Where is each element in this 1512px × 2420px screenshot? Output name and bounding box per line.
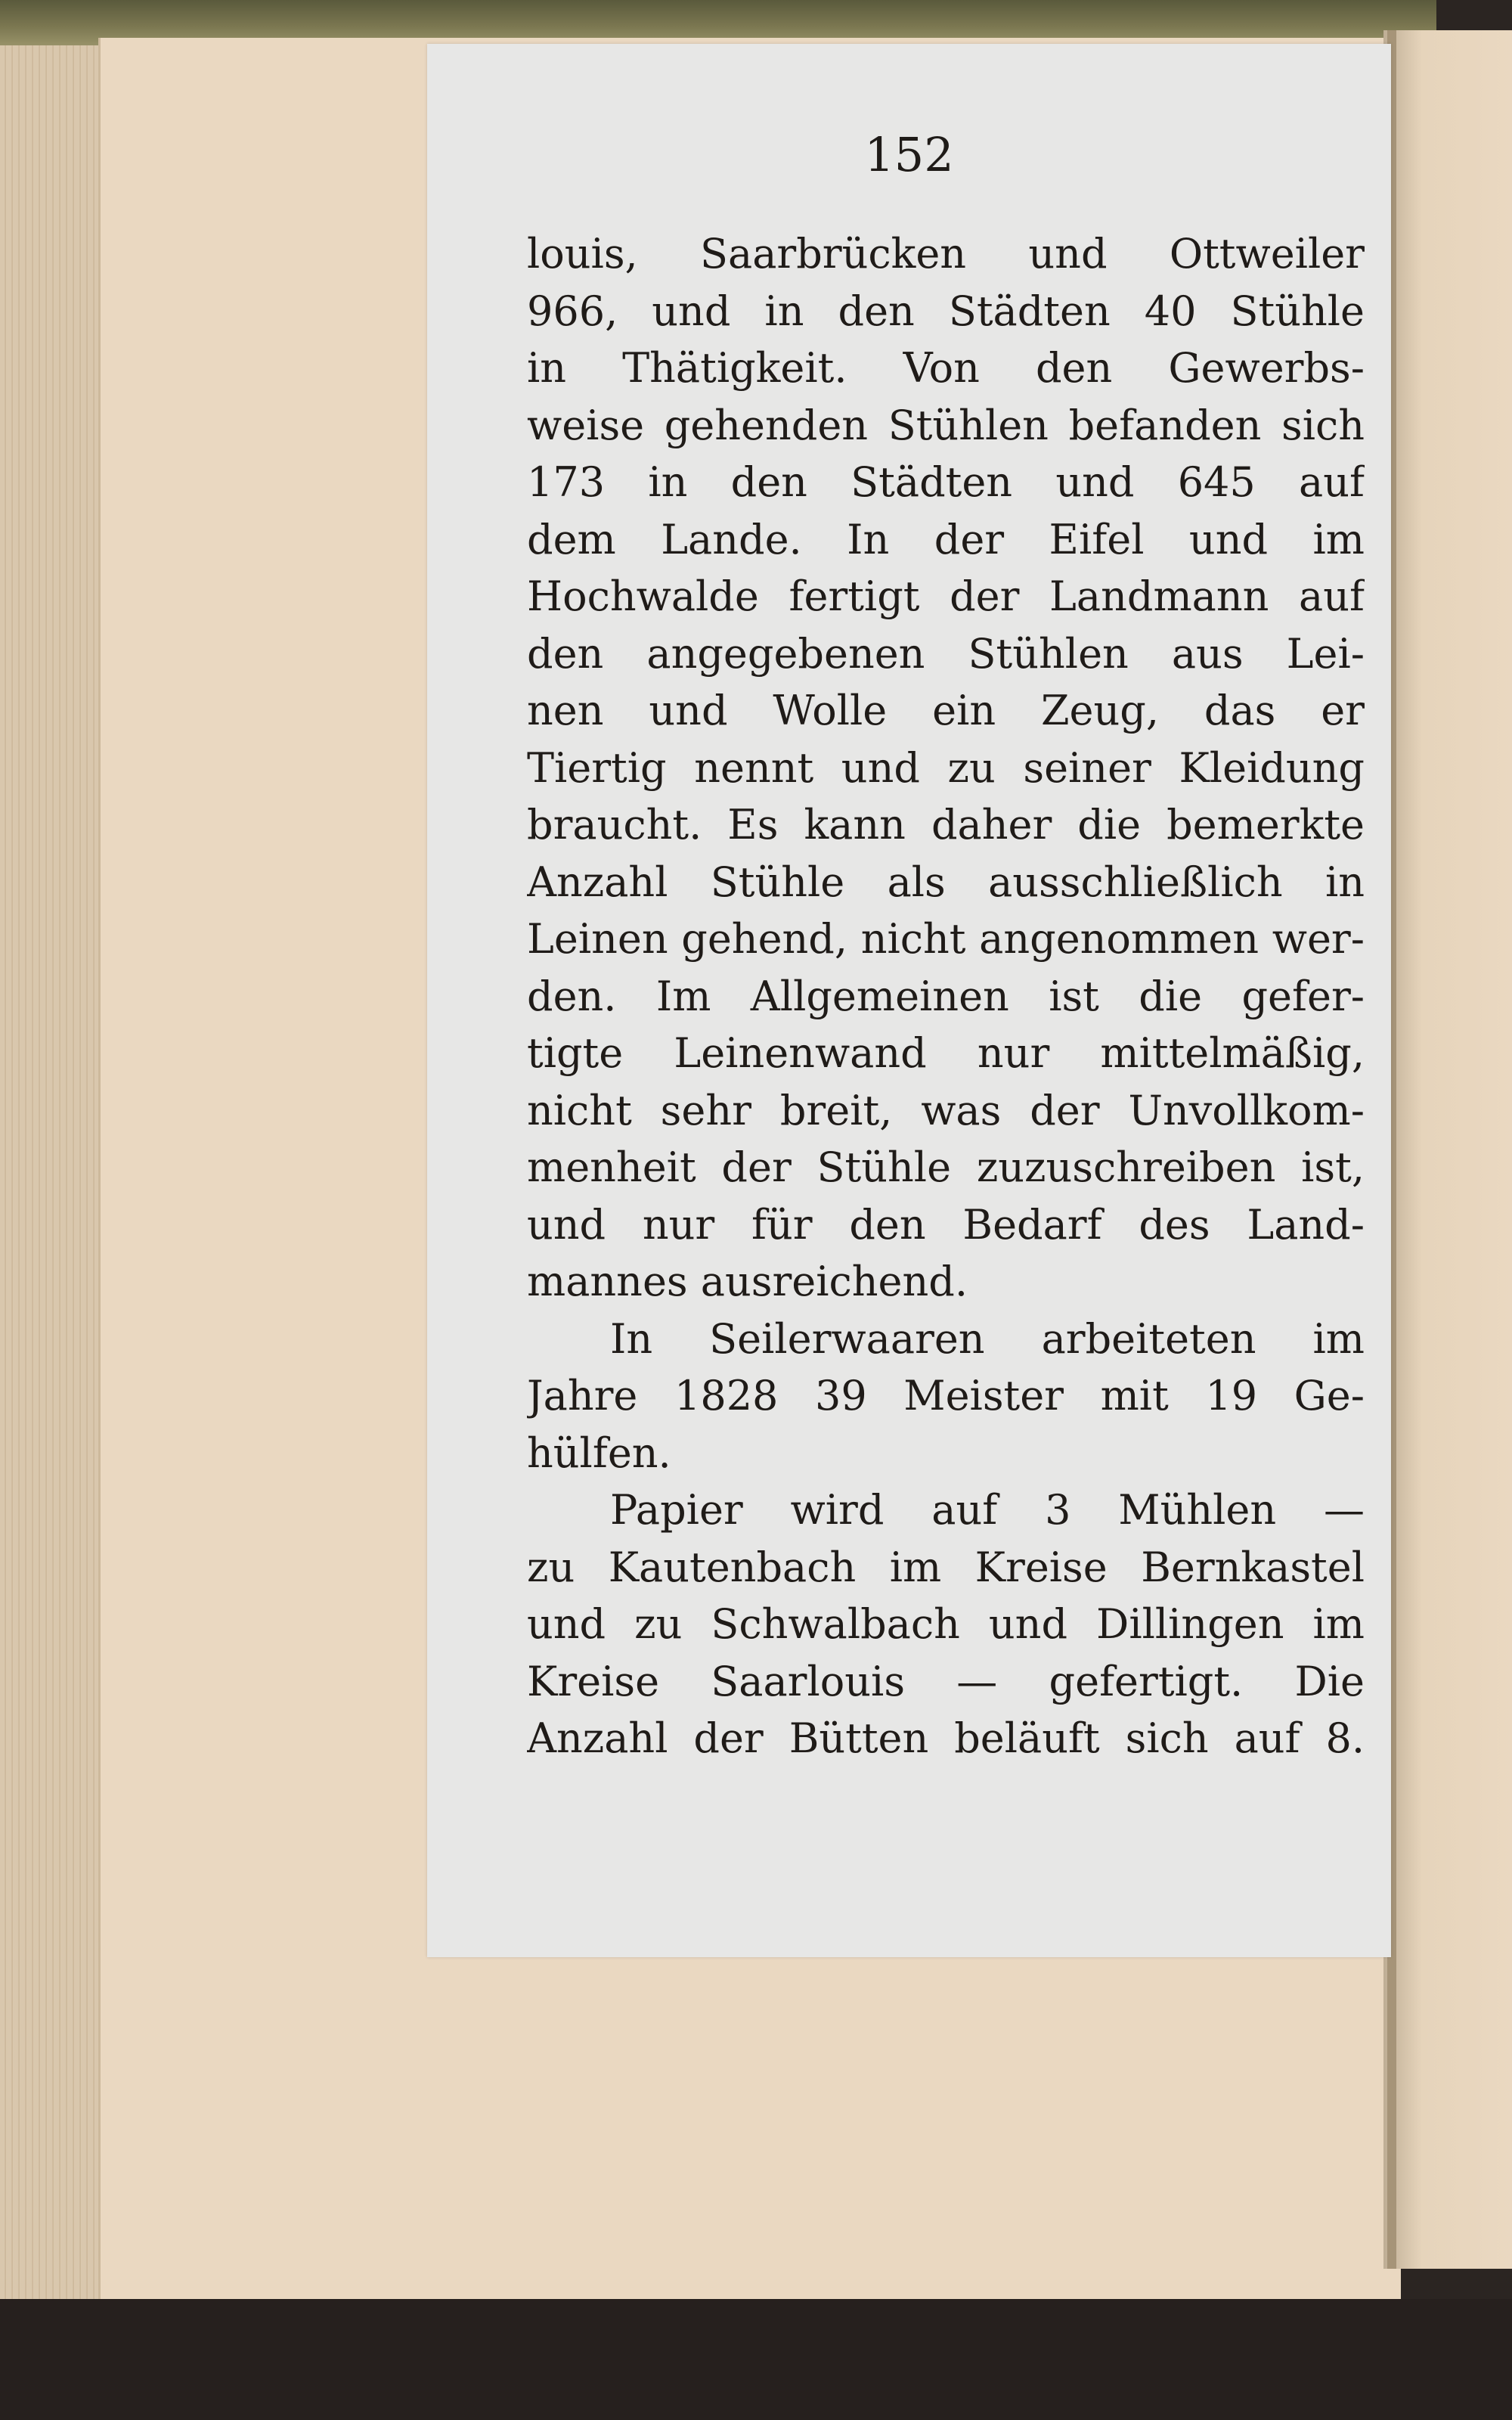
text-line: zu Kautenbach im Kreise Bernkastel [527, 1543, 1365, 1591]
text-line: tigte Leinenwand nur mittelmäßig, [527, 1029, 1365, 1077]
adjacent-page [1383, 30, 1512, 2269]
text-line: Hochwalde fertigt der Landmann auf [527, 572, 1365, 620]
stacked-page-edges [0, 45, 113, 2307]
text-line: und nur für den Bedarf des Land- [527, 1200, 1365, 1249]
text-line: nen und Wolle ein Zeug, das er [527, 687, 1365, 734]
text-line: den angegebenen Stühlen aus Lei- [527, 629, 1365, 678]
text-line: louis, Saarbrücken und Ottweiler [527, 230, 1365, 278]
text-line: 966, und in den Städten 40 Stühle [527, 287, 1365, 335]
text-line: Anzahl der Bütten beläuft sich auf 8. [527, 1714, 1365, 1762]
text-line: In Seilerwaaren arbeiteten im [610, 1314, 1365, 1363]
background-surface [0, 2299, 1512, 2420]
text-line: und zu Schwalbach und Dillingen im [527, 1600, 1365, 1648]
text-line: nicht sehr breit, was der Unvollkom- [527, 1086, 1365, 1134]
text-line: mannes ausreichend. [527, 1258, 968, 1305]
text-line: Papier wird auf 3 Mühlen — [610, 1486, 1365, 1534]
text-line: hülfen. [527, 1429, 671, 1477]
printed-text-page [427, 44, 1391, 1957]
text-line: braucht. Es kann daher die bemerkte [527, 801, 1365, 849]
text-line: weise gehenden Stühlen befanden sich [527, 401, 1365, 449]
text-line: Tiertig nennt und zu seiner Kleidung [527, 743, 1365, 792]
text-line: den. Im Allgemeinen ist die gefer- [527, 972, 1365, 1020]
text-line: Kreise Saarlouis — gefertigt. Die [527, 1657, 1365, 1705]
text-line: dem Lande. In der Eifel und im [527, 515, 1365, 563]
page-body-text [527, 225, 1365, 1767]
text-line: 173 in den Städten und 645 auf [527, 458, 1365, 506]
text-line: Anzahl Stühle als ausschließlich in [527, 858, 1365, 906]
text-line: Jahre 1828 39 Meister mit 19 Ge- [527, 1372, 1365, 1419]
page-number: 152 [864, 127, 954, 182]
text-line: in Thätigkeit. Von den Gewerbs- [527, 344, 1365, 392]
text-line: menheit der Stühle zuzuschreiben ist, [527, 1143, 1365, 1191]
text-line: Leinen gehend, nicht angenommen wer- [527, 915, 1365, 963]
